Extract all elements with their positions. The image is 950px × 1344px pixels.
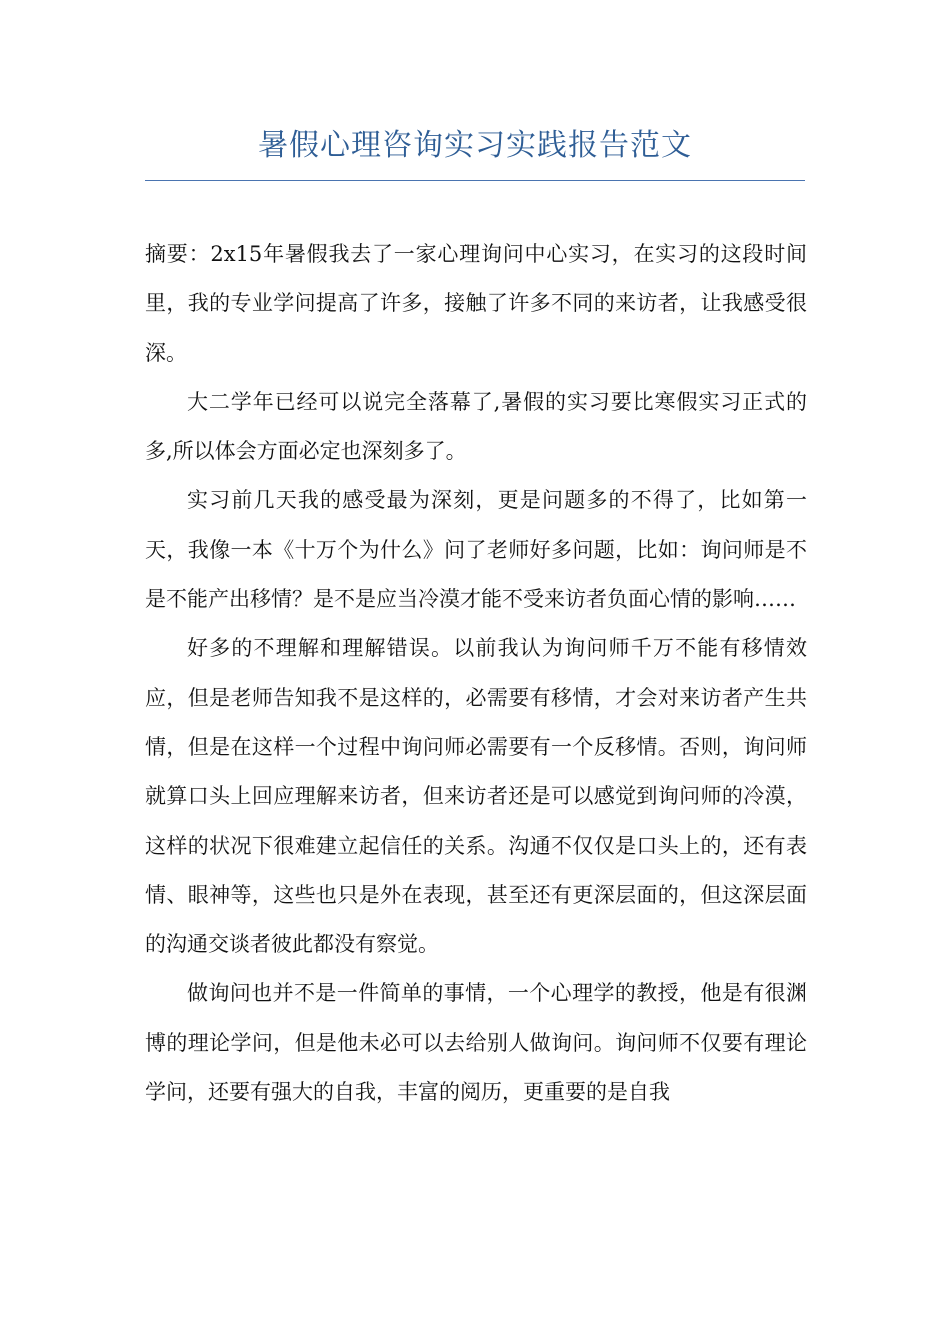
- document-title: 暑假心理咨询实习实践报告范文: [258, 128, 692, 163]
- abstract-paragraph: 摘要：2x15年暑假我去了一家心理询问中心实习，在实习的这段时间里，我的专业学问提高了许多，接触了许多不同的来访者，让我感受很深。: [145, 242, 807, 365]
- body-paragraph: 做询问也并不是一件简单的事情，一个心理学的教授，他是有很渊博的理论学问，但是他未必可以去给别人做询问。询问师不仅要有理论学问，还要有强大的自我，丰富的阅历，更重要的是自我: [145, 981, 807, 1105]
- body-paragraph: 实习前几天我的感受最为深刻，更是问题多的不得了，比如第一天，我像一本《十万个为什么》问了老师好多问题，比如：询问师是不是不能产出移情？是不是应当冷漠才能不受来访者负面心情的影响……: [145, 488, 807, 612]
- body-paragraph: 大二学年已经可以说完全落幕了,暑假的实习要比寒假实习正式的多,所以体会方面必定也深刻多了。: [145, 389, 807, 464]
- body-paragraph: 好多的不理解和理解错误。以前我认为询问师千万不能有移情效应，但是老师告知我不是这样的，必需要有移情，才会对来访者产生共情，但是在这样一个过程中询问师必需要有一个反移情。否则，询问师就算口头上回应理解来访者，但来访者还是可以感觉到询问师的冷漠，这样的状况下很难建立起信任的关系。沟通不仅仅是口头上的，还有表情、眼神等，这些也只是外在表现，甚至还有更深层面的，但这深层面的沟通交谈者彼此都没有察觉。: [145, 636, 807, 957]
- document-body: [145, 230, 807, 1117]
- title-underline: [145, 180, 805, 181]
